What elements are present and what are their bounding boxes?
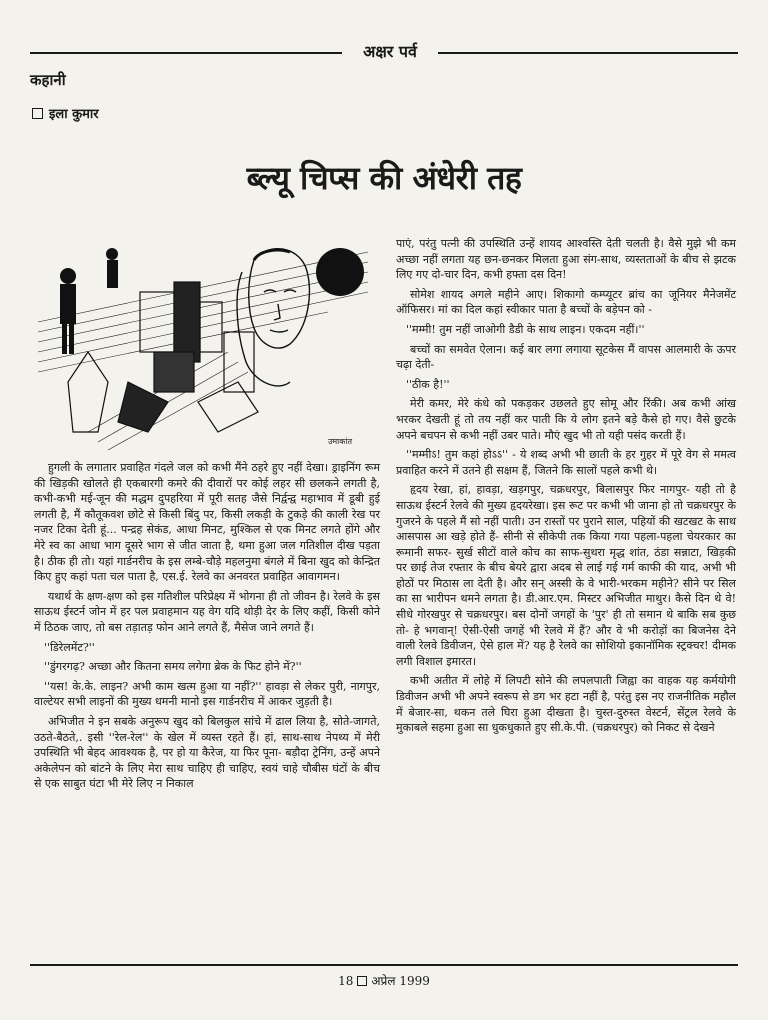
left-paragraph: अभिजीत ने इन सबके अनुरूप खुद को बिलकुल सांचे में ढाल लिया है, सोते-जागते, उठते-बैठते,. इसी ''रेल-रेल'' के खेल में व्यस्त रहते हैं। हां, साथ-साथ नेपथ्य में मेरी उपस्थिति भी बेहद आवश्यक है, पर हो या कैरेज, या फिर पूना- बड़ौदा ट्रेनिंग, उन्हें अपने अकेलेपन को बांटने के लिए मेरा साथ चाहिए ही चाहिए, स्वयं चाहे चौबीस घंटों के बीच से एक साबुत घंटा भी मेरे लिए न निकाल — [34, 714, 380, 791]
author-name: इला कुमार — [49, 107, 99, 122]
right-paragraph: पाएं, परंतु पत्नी की उपस्थिति उन्हें शायद आश्वस्ति देती चलती है। वैसे मुझे भी कम अच्छा नहीं लगता यह छन-छनकर मिलता हुआ संग-साथ, व्यस्तताओं के बीच से झटक लिए गए दो-चार दिन, कभी हफ्ता दस दिन! — [396, 237, 736, 282]
footer-rule — [30, 964, 738, 966]
byline — [32, 104, 99, 122]
page-number: 18 — [338, 973, 354, 988]
left-paragraph: हुगली के लगातार प्रवाहित गंदले जल को कभी मैंने ठहरे हुए नहीं देखा। ड्राइनिंग रूम की खिड़की खोलते ही एकबारगी कमरे की दीवारों पर कोई लहर सी छलकने लगती है, कभी-कभी मई-जून की मद्धम दुपहरिया में पूरी सतह जैसे निर्द्वन्द्व महाभाव में डूबी हुई लगती है, मैं कौतूकवश छोटे से किसी बिंदु पर, किसी लकड़ी के टुकड़े की काली रेख पर नजर टिका देती हूं... पन्द्रह सेकंड, आधा मिनट, मुश्किल से एक मिनट लगते होंगे और मेरे स्व का आधा भाग दूसरे भाग से जीत जाता है, थमा हुआ जल गतिशील दीख पड़ता है। ठीक ही तो। यहां गार्डनरीच के इस लम्बे-चौड़े महलनुमा बंगले में बिना खुद को केन्द्रित किए हुए कहां पता चल पाता है, एस.ई. रेलवे का अनवरत प्रवाहित आवागमन। — [34, 461, 380, 584]
moon-shape — [316, 248, 364, 296]
square-bullet-icon — [32, 108, 43, 119]
right-paragraph: मेरी कमर, मेरे कंधे को पकड़कर उछलते हुए सोमू और रिंकी। अब कभी आंख भरकर देखती हूं तो तय नहीं कर पाती कि ये लोग इतने बड़े कैसे हो गए। वैसे छुटके अपने बचपन से कभी नहीं उबर पाते। मौएं खुद भी तो यही पसंद करती हैं। — [396, 397, 736, 442]
left-column — [34, 460, 380, 796]
right-paragraph: ''मम्मी! तुम नहीं जाओगी डैडी के साथ लाइन। एकदम नहीं।'' — [406, 322, 645, 336]
right-paragraph: ''ठीक है!'' — [406, 377, 450, 391]
right-paragraph: हृदय रेखा, हां, हावड़ा, खड़गपुर, चक्रधरपुर, बिलासपुर फिर नागपुर- यही तो है साऊथ ईस्टर्न रेलवे की मुख्य हृदयरेखा। इस रूट पर कभी भी जाना हो तो चक्रधरपुर के गुजरने के पहले मैं सो नहीं पाती। उन रास्तों पर पुराने साल, पहियों की खटखट के साथ आसपास आ खड़े होते हैं- सीनी से सीकेपी तक किया गया पहला-पहला चेयरकार का रूमानी सफर- सुर्ख सीटों वाले कोच का साफ-सुथरा मृद्ध शांत, ठंडा सन्नाटा, खिड़की पर छाई तेज रफ्तार के बीच बेयरे द्वारा अदब से लाई गई गर्म काफी की याद, अभी भी होठों पर मिठास ला देती है। और सन् अस्सी के वे भारी-भरकम महीने? सीने पर सिल का सा भारीपन थमने लगता है। डी.आर.एम. मिस्टर अभिजीत माथुर। कैसे दिन थे वे! सीधे गोरखपुर से चक्रधरपुर। बस दोनों जगहों के 'पुर' ही तो समान थे बाकि सब कुछ तो- हे भगवान्! ऐसी-ऐसी जगहें भी रेलवे में हैं? और वे भी करोड़ों का बिजनेस देने वाली रेलवे डिवीजन, ऐसे हाल में? यह है रेलवे का सोशियो इकानॉमिक स्ट्रक्चर! दीमक लगी विशाल इमारत। — [396, 483, 736, 668]
right-paragraph: सोमेश शायद अगले महीने आए। शिकागो कम्प्यूटर ब्रांच का जूनियर मैनेजमेंट ऑफिसर। मां का दिल कहां स्वीकार पाता है बच्चों के बड़ेपन को - — [396, 287, 736, 317]
buildings-sketch — [68, 282, 258, 432]
header-rule-right — [438, 52, 738, 54]
standing-figures — [60, 248, 118, 354]
right-paragraph: कभी अतीत में लोहे में लिपटी सोने की लपलपाती जिह्वा का वाहक यह कर्मयोगी डिवीजन अभी भी अपने स्वरूप से डग भर हटा नहीं है, परंतु इस नए राजनीतिक महौल में बेजार-सा, थकन तले घिरा हुआ दीखता है। चुस्त-दुरुस्त वेस्टर्न, सेंट्रल रेलवे के मुकाबले सहमा हुआ सा धुकधुकाते हुए सी.के.पी. (चक्रधरपुर) को निकट से देखने — [396, 674, 736, 735]
section-label: कहानी — [30, 71, 66, 89]
right-column — [396, 236, 736, 740]
header-rule-left — [30, 52, 342, 54]
square-separator-icon — [357, 976, 367, 986]
illustrator-signature: उमाकांत — [328, 437, 353, 446]
page-folio — [0, 972, 768, 989]
right-paragraph: ''मम्मीऽ! तुम कहां होऽऽ'' - ये शब्द अभी भी छाती के हर गुहर में पूरे वेग से ममत्व प्रवाहित करने में उतने ही सक्षम हैं, जितने कि सालों पहले कभी थे। — [396, 448, 736, 477]
left-paragraph: ''यस! के.के. लाइन? अभी काम खत्म हुआ या नहीं?'' हावड़ा से लेकर पुरी, नागपुर, वाल्टेयर सभी लाइनों की मुख्य धमनी मानो इस गार्डनरीच में आकर जुड़ती है। — [34, 679, 380, 709]
story-illustration — [28, 232, 380, 454]
left-paragraph: यथार्थ के क्षण-क्षण को इस गतिशील परिप्रेक्ष्य में भोगना ही तो जीवन है। रेलवे के इस साऊथ ईस्टर्न जोन में हर पल प्रवाहमान यह वेग यदि थोड़ी देर के लिए कहीं, किसी कोने में ठिठक जाए, तो बस तड़ातड़ फोन आने लगते हैं, मैसेज जाने लगते हैं। — [34, 589, 380, 634]
issue-date: अप्रेल 1999 — [371, 974, 430, 988]
right-paragraph: बच्चों का समवेत ऐलान। कई बार लगा लगाया सूटकेस मैं वापस आलमारी के ऊपर चढ़ा देती- — [396, 342, 736, 372]
left-paragraph: ''डिरेलमेंट?'' — [44, 640, 95, 654]
story-title: ब्ल्यू चिप्स की अंधेरी तह — [246, 159, 522, 197]
magazine-masthead: अक्षर पर्व — [363, 42, 417, 61]
left-paragraph: ''डुंगरगढ़? अच्छा और कितना समय लगेगा ब्रेक के फिट होने में?'' — [44, 660, 302, 674]
